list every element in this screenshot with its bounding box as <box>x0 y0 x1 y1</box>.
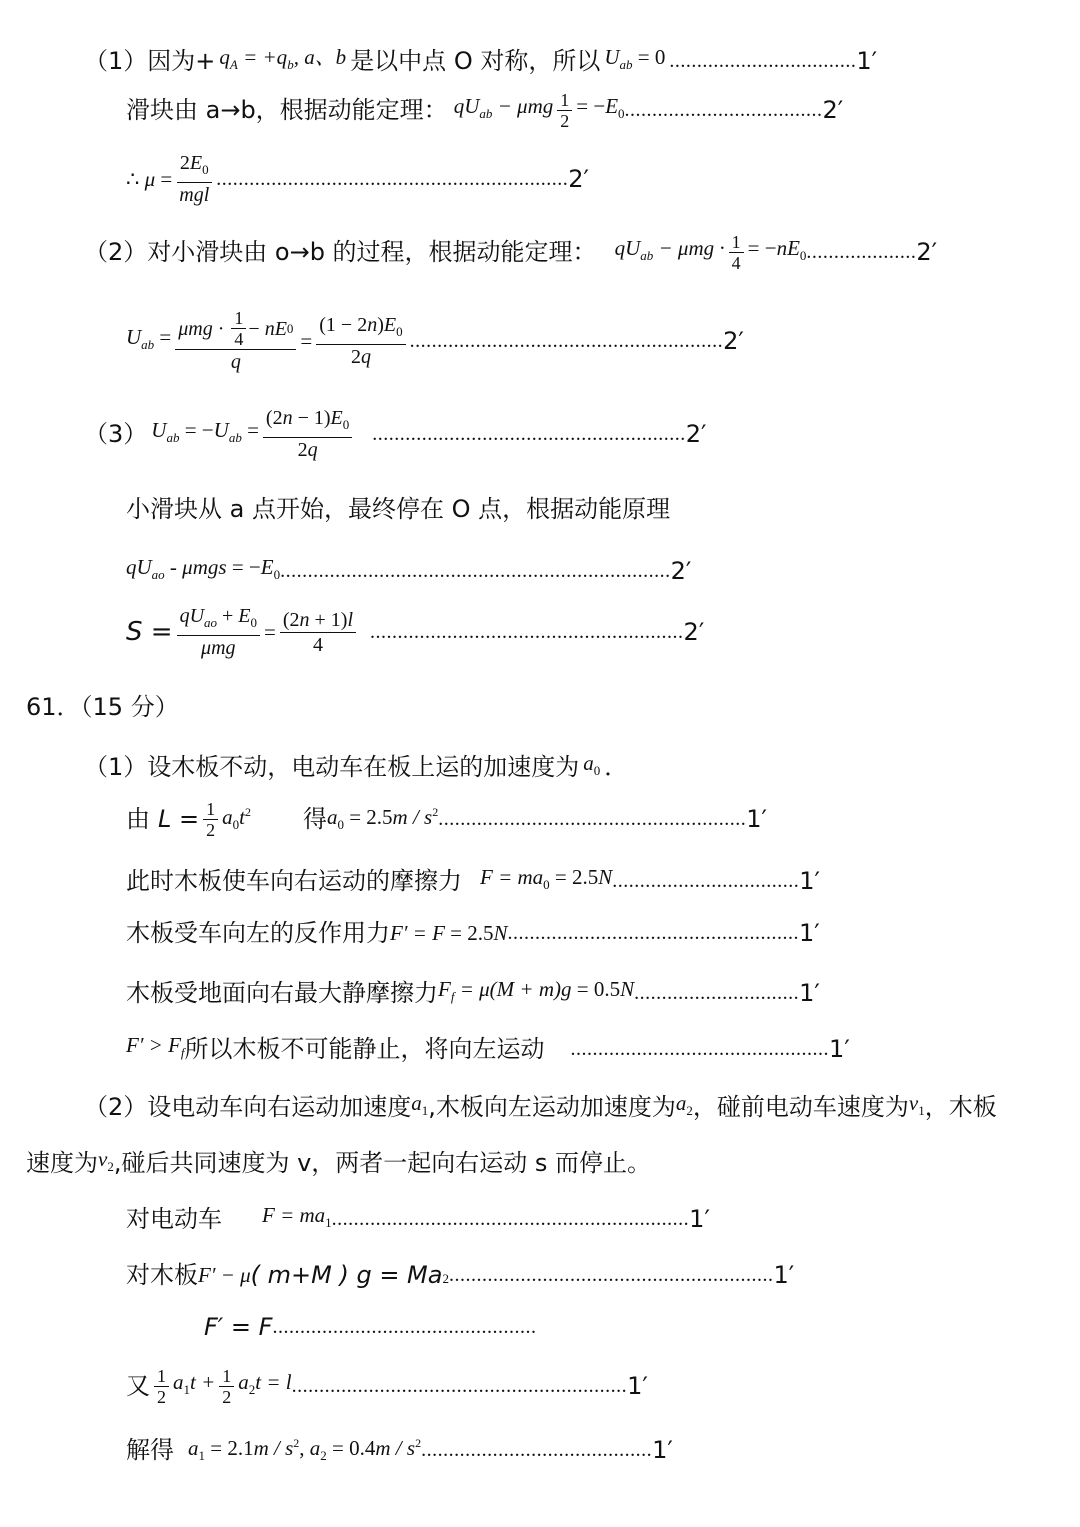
part3-line2 <box>126 492 670 526</box>
fraction-s-result: $\frac{(2n + 1)l}{4}$ <box>280 608 356 657</box>
part1-line2 <box>126 88 843 132</box>
formula-a0t2: $a_0t^2$ <box>222 805 251 833</box>
part2-line2 <box>126 300 744 382</box>
part2-line1 <box>84 230 937 274</box>
dots: .......................................... <box>421 1438 653 1461</box>
formula-uab-neg: $U_{ab} = -U_{ab}$ = <box>151 417 259 446</box>
therefore-symbol: ∴ μ = <box>126 167 173 191</box>
fraction-quarter: $\frac{1}{4}$ <box>729 232 744 273</box>
fraction-half: $\frac{1}{2}$ <box>557 90 572 131</box>
part3-line3 <box>126 550 691 592</box>
q61-p2-line5 <box>204 1310 536 1344</box>
fraction-uab-result: $\frac{(1 - 2n)E_0}{2q}$ <box>316 313 405 369</box>
score: 1′ <box>746 805 767 833</box>
formula-friction: $F = ma_0 = 2.5N$ <box>480 865 613 893</box>
equals-sign: = <box>264 620 276 644</box>
formula-a1t: $a_1t$ + <box>173 1369 216 1398</box>
part3-label: （3） <box>84 420 148 448</box>
q61-p2-line7 <box>126 1426 673 1473</box>
text-board: ，木板 <box>924 1093 997 1122</box>
score: 2′ <box>723 327 744 355</box>
formula-reaction: F′ = F = 2.5N <box>390 921 508 945</box>
text-for-car: 对电动车 <box>126 1205 222 1234</box>
formula-energy-ao: $qU_{ao} - \mu mgs = -E_0$ <box>126 555 281 583</box>
fraction-half: $\frac{1}{2}$ <box>203 799 218 840</box>
q61-p2-line2 <box>26 1142 651 1184</box>
text-by: 由 <box>126 805 150 833</box>
subscript-2: 2 <box>442 1271 449 1287</box>
text-stops-at-o: 小滑块从 a 点开始，最终停在 O 点，根据动能原理 <box>126 495 671 523</box>
formula-a2t: $a_2t = l$ <box>238 1369 292 1398</box>
dots: .................................... <box>624 99 823 121</box>
q61-p2-line3 <box>126 1198 710 1240</box>
score: 1′ <box>829 1035 850 1064</box>
q61-p1-line4 <box>126 916 820 950</box>
score: 1′ <box>689 1205 710 1234</box>
question-number: 61．（15 分） <box>26 693 179 721</box>
formula-f-equal: F′ = F <box>204 1313 273 1341</box>
text-accel-a1: （2）设电动车向右运动加速度 <box>84 1093 412 1122</box>
text-speed-v1: ，碰前电动车速度为 <box>692 1093 909 1122</box>
period: ． <box>604 753 629 782</box>
text-solve: 解得 <box>126 1435 174 1464</box>
q61-p1-line2 <box>126 794 767 844</box>
dots: .................................. <box>669 50 857 73</box>
dots: .............................. <box>634 982 800 1005</box>
text-common-speed: ,碰后共同速度为 v，两者一起向右运动 s 而停止。 <box>113 1149 652 1178</box>
q61-p1-line5 <box>126 972 820 1014</box>
text-o-to-b: （2）对小滑块由 o→b 的过程，根据动能定理： <box>84 238 597 266</box>
text-symmetry: 是以中点 O 对称，所以 <box>350 47 601 76</box>
dots: ......................................................... <box>409 330 724 352</box>
text-board-fixed: （1）设木板不动，电动车在板上运的加速度为 <box>84 753 580 782</box>
score: 1′ <box>627 1372 648 1400</box>
score: 2′ <box>670 557 692 586</box>
formula-board: ( m+M ) g = Ma <box>250 1261 443 1290</box>
text-moves-left: 所以木板不可能静止，将向左运动 <box>184 1035 545 1064</box>
dots: .................................. <box>612 870 800 893</box>
score: 1′ <box>773 1261 795 1290</box>
q61-p1-line3 <box>126 860 820 902</box>
dots: ......................................................... <box>370 621 684 643</box>
equals-sign: = <box>300 329 313 353</box>
formula-board-prefix: F′ − μ <box>198 1263 251 1288</box>
score: 2′ <box>683 618 705 646</box>
symbol-a2: $a_2$ <box>675 1091 693 1119</box>
dots: .................... <box>806 241 917 263</box>
symbol-a0: $a_0$ <box>583 751 601 779</box>
fraction-half: $\frac{1}{2}$ <box>154 1366 169 1407</box>
dots: ............................................................. <box>291 1375 628 1397</box>
score: 2′ <box>916 238 938 266</box>
part1-line1 <box>84 40 877 82</box>
formula-max-static: $F_f = \mu(M + m)g = 0.5N$ <box>438 977 635 1005</box>
score: 1′ <box>856 47 878 76</box>
score: 2′ <box>568 165 589 193</box>
part1-label: （1）因为+ <box>84 47 216 76</box>
formula-uab-zero: $U_{ab} = 0$ <box>604 45 666 73</box>
formula-charge: $q_A = +q_b$, a、b <box>219 45 347 73</box>
formula-compare: $F' > F_f$ <box>126 1033 185 1061</box>
text-accel-a2: ,木板向左运动加速度为 <box>428 1093 676 1122</box>
formula-uab-label: $U_{ab}$ = <box>126 324 172 353</box>
score: 1′ <box>799 867 820 896</box>
text-get: 得 <box>302 805 327 833</box>
q61-p1-line6 <box>126 1028 850 1070</box>
q61-header <box>26 690 179 724</box>
text-friction: 此时木板使车向右运动的摩擦力 <box>126 867 462 896</box>
fraction-s: $\frac{qU_{ao} + E_0}{\text{μmg}}$ <box>177 604 260 660</box>
score: 1′ <box>799 919 820 947</box>
s-label: S = <box>126 617 173 647</box>
text-for-board: 对木板 <box>126 1261 198 1290</box>
formula-energy-ob-rhs: = $-nE_0$ <box>747 235 807 264</box>
q61-p2-line1 <box>84 1086 997 1128</box>
q61-p2-line6 <box>126 1360 648 1412</box>
dots: ......................................................... <box>372 423 686 445</box>
fraction-uab3: $\frac{(2n - 1)E_0}{2q}$ <box>263 406 352 462</box>
dots: ..................................................... <box>507 922 800 944</box>
dots: ................................................ <box>272 1316 537 1338</box>
fraction-mu: $\frac{2E_0}{\text{mgl}}$ <box>176 151 212 207</box>
formula-energy-ob: $qU_{ab} - \mu mg$ · <box>614 235 725 264</box>
formula-car: $F = ma_1$ <box>262 1203 332 1231</box>
score: 1′ <box>652 1435 673 1464</box>
symbol-v1: $v_1$ <box>908 1091 925 1119</box>
formula-energy-rhs: = $-E_0$ <box>576 93 625 122</box>
text-energy-theorem: 滑块由 a→b，根据动能定理： <box>126 96 448 124</box>
fraction-half: $\frac{1}{2}$ <box>219 1366 234 1407</box>
text-also: 又 <box>126 1372 150 1400</box>
dots: ................................................................. <box>331 1208 690 1231</box>
dots: ........................................................... <box>448 1264 774 1287</box>
part3-line1 <box>84 406 706 462</box>
q61-p2-line4 <box>126 1254 794 1296</box>
part1-line3 <box>126 152 589 206</box>
formula-a0-value: $a_0 = 2.5m / s^2$ <box>326 805 439 833</box>
formula-result: $a_1 = 2.1m / s^2$, $a_2 = 0.4m / s^2$ <box>188 1436 422 1464</box>
dots: ............................................... <box>570 1038 830 1061</box>
dots: ........................................................ <box>438 808 747 830</box>
symbol-a1: $a_1$ <box>411 1091 429 1119</box>
text-speed: 速度为 <box>26 1149 98 1178</box>
text-max-static: 木板受地面向右最大静摩擦力 <box>126 979 438 1008</box>
fraction-uab: μmg · $\frac{1}{4}$ − nE 0 q <box>175 308 296 374</box>
dots: ....................................................................... <box>280 560 671 583</box>
symbol-v2: $v_2$ <box>98 1147 114 1175</box>
score: 1′ <box>799 979 820 1008</box>
q61-p1-line1 <box>84 746 628 788</box>
score: 2′ <box>685 420 707 448</box>
dots: ................................................................ <box>216 168 569 190</box>
score: 2′ <box>822 96 844 124</box>
formula-energy-ab: $qU_{ab} - \mu mg$ <box>453 93 554 122</box>
symbol-L: L = <box>158 805 200 833</box>
text-reaction: 木板受车向左的反作用力 <box>126 919 390 947</box>
part3-line4 <box>126 604 704 660</box>
